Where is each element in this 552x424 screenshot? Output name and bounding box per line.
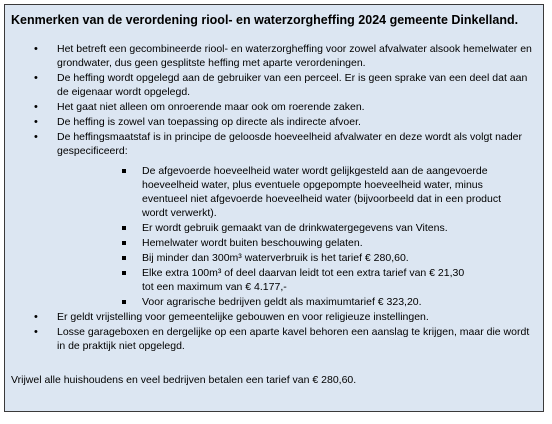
footer-summary: Vrijwel alle huishoudens en veel bedrijven betalen een tarief van € 280,60.	[11, 374, 357, 386]
list-item	[5, 130, 545, 309]
square-bullet-icon	[122, 256, 126, 260]
sub-list-item-text: Bij minder dan 300m³ waterverbruik is het tarief € 280,60.	[142, 252, 409, 264]
list-item-text: Het betreft een gecombineerde riool- en waterzorgheffing voor zowel afvalwater alsook hemelwater en grondwater, dus geen gesplitste heffing met aparte verordeningen.	[57, 43, 532, 69]
bullet-icon: •	[34, 43, 38, 55]
square-bullet-icon	[122, 241, 126, 245]
square-bullet-icon	[122, 226, 126, 230]
sub-list-item	[142, 251, 535, 265]
bullet-icon: •	[34, 131, 38, 143]
bullet-icon: •	[34, 326, 38, 338]
square-bullet-icon	[122, 300, 126, 304]
list-item-text: De heffing is zowel van toepassing op directe als indirecte afvoer.	[57, 116, 361, 128]
bullet-icon: •	[34, 72, 38, 84]
list-item-text: De heffingsmaatstaf is in principe de geloosde hoeveelheid afvalwater en deze wordt als volgt nader gespecificeerd:	[57, 131, 523, 157]
sub-list-item	[142, 266, 535, 294]
document-title: Kenmerken van de verordening riool- en waterzorgheffing 2024 gemeente Dinkelland.	[11, 13, 519, 27]
main-bullet-list	[5, 42, 545, 354]
list-item	[5, 100, 545, 114]
sub-list-item-text: Elke extra 100m³ of deel daarvan leidt tot een extra tarief van € 21,30	[142, 267, 465, 279]
sub-list-item	[142, 236, 535, 250]
bullet-icon: •	[34, 101, 38, 113]
sub-list-item	[142, 164, 535, 220]
square-bullet-icon	[122, 169, 126, 173]
sub-bullet-list	[57, 164, 535, 309]
bullet-icon: •	[34, 311, 38, 323]
sub-list-item-text: Voor agrarische bedrijven geldt als maximumtarief € 323,20.	[142, 296, 422, 308]
list-item	[5, 42, 545, 70]
list-item	[5, 325, 545, 353]
list-item-text: Losse garageboxen en dergelijke op een aparte kavel behoren een aanslag te krijgen, maar die wordt in de praktijk niet opgelegd.	[57, 326, 530, 352]
list-item-text: De heffing wordt opgelegd aan de gebruiker van een perceel. Er is geen sprake van een deel dat aan de eigenaar wordt opgelegd.	[57, 72, 528, 98]
list-item	[5, 115, 545, 129]
square-bullet-icon	[122, 271, 126, 275]
sub-list-item	[142, 295, 535, 309]
list-item	[5, 71, 545, 99]
list-item	[5, 310, 545, 324]
list-item-text: Het gaat niet alleen om onroerende maar ook om roerende zaken.	[57, 101, 365, 113]
sub-list-item-text-continued: tot een maximum van € 4.177,-	[142, 281, 287, 293]
sub-list-item-text: Hemelwater wordt buiten beschouwing gelaten.	[142, 237, 363, 249]
sub-list-item	[142, 221, 535, 235]
sub-list-item-text: Er wordt gebruik gemaakt van de drinkwatergegevens van Vitens.	[142, 222, 448, 234]
list-item-text: Er geldt vrijstelling voor gemeentelijke gebouwen en voor religieuze instellingen.	[57, 311, 429, 323]
bullet-icon: •	[34, 116, 38, 128]
sub-list-item-text: De afgevoerde hoeveelheid water wordt gelijkgesteld aan de aangevoerde hoeveelheid water, plus eventuele opgepompte hoeveelheid water, minus eventueel niet afgevoerde hoeveelheid water (bijvoorbeeld dat in een product wordt verwerkt).	[142, 165, 501, 219]
info-box	[4, 4, 544, 412]
